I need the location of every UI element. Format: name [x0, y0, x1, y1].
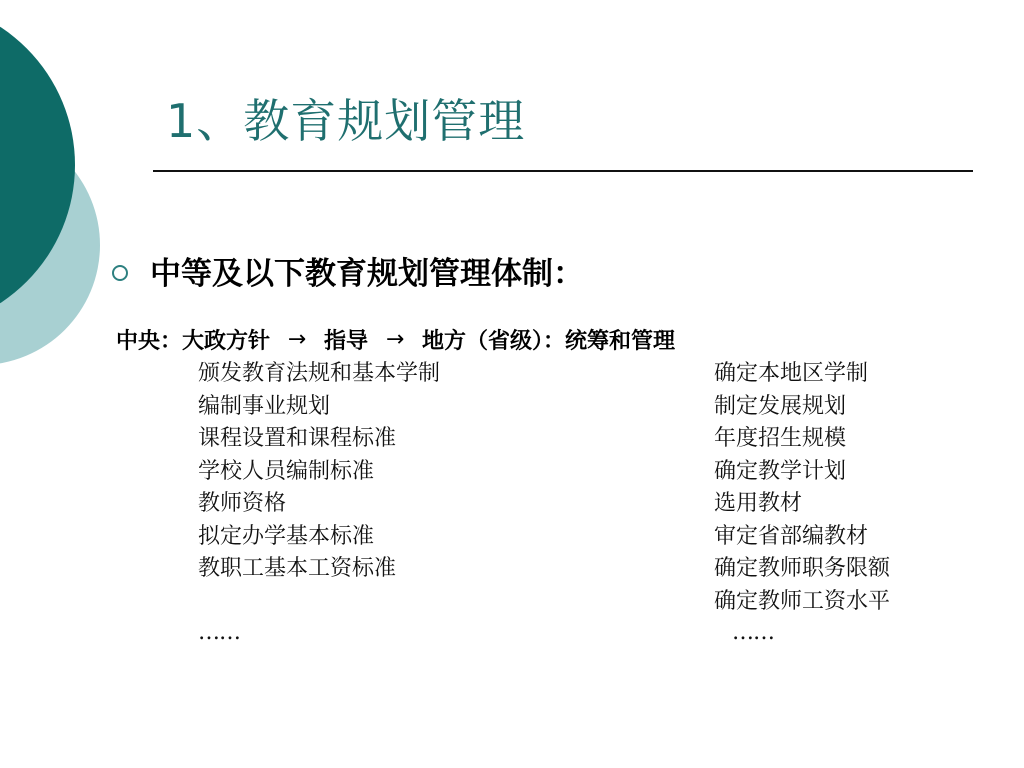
list-item: 确定教师职务限额: [714, 556, 891, 581]
list-item: 年度招生规模: [714, 426, 847, 451]
decorative-circles: [0, 0, 110, 400]
list-item: 选用教材: [714, 491, 803, 516]
title-divider: [153, 170, 973, 172]
page-title: 1、教育规划管理: [166, 94, 526, 148]
local-label: 地方（省级）：统筹和管理: [422, 329, 676, 354]
right-arrow-icon: →: [287, 327, 307, 352]
list-item: 确定本地区学制: [714, 361, 869, 386]
central-responsibilities-list: [198, 358, 440, 586]
list-item: 编制事业规划: [198, 393, 331, 419]
list-item: 确定教学计划: [714, 458, 847, 484]
local-responsibilities-list: [714, 358, 890, 618]
central-ellipsis: ……: [198, 620, 240, 645]
right-arrow-icon: →: [385, 327, 405, 352]
list-item: 拟定办学基本标准: [198, 523, 375, 549]
list-item: 制定发展规划: [714, 393, 847, 419]
bullet-heading-text: 中等及以下教育规划管理体制：: [150, 256, 584, 292]
hollow-circle-bullet-icon: [112, 265, 128, 281]
list-item: 审定省部编教材: [714, 523, 869, 549]
list-item: 教职工基本工资标准: [198, 556, 397, 581]
local-ellipsis: ……: [732, 620, 774, 645]
central-label: 中央：大政方针: [116, 329, 271, 354]
guide-label: 指导: [324, 329, 369, 354]
bullet-heading: [112, 248, 584, 293]
list-item: 课程设置和课程标准: [198, 426, 397, 451]
structure-header: [116, 324, 675, 355]
list-item: 颁发教育法规和基本学制: [198, 361, 441, 386]
list-item: 确定教师工资水平: [714, 588, 891, 614]
list-item: 学校人员编制标准: [198, 458, 375, 484]
list-item: 教师资格: [198, 491, 287, 516]
